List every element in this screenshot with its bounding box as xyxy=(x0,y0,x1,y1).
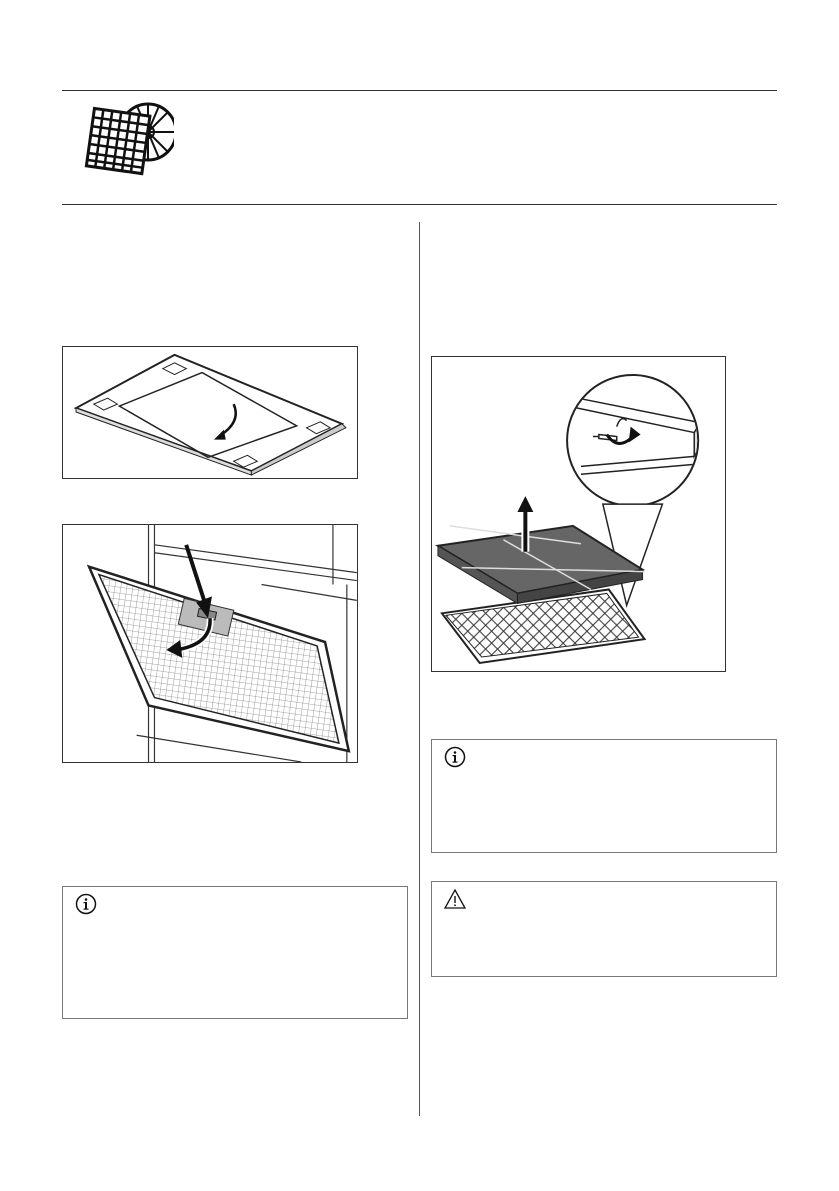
warning-note-box xyxy=(431,881,777,977)
info-note-box xyxy=(62,886,408,1019)
grease-filter-figure xyxy=(62,524,358,763)
warning-icon xyxy=(444,888,466,910)
info-icon xyxy=(75,893,97,915)
info-note-box-right xyxy=(431,739,777,853)
hood-underside-figure xyxy=(62,346,358,479)
header-bottom-rule xyxy=(62,204,777,205)
column-divider xyxy=(419,222,420,1116)
carbon-filter-figure xyxy=(431,356,726,672)
info-icon xyxy=(444,746,466,768)
header-top-rule xyxy=(62,90,777,91)
carbon-filter-icon xyxy=(82,98,174,180)
